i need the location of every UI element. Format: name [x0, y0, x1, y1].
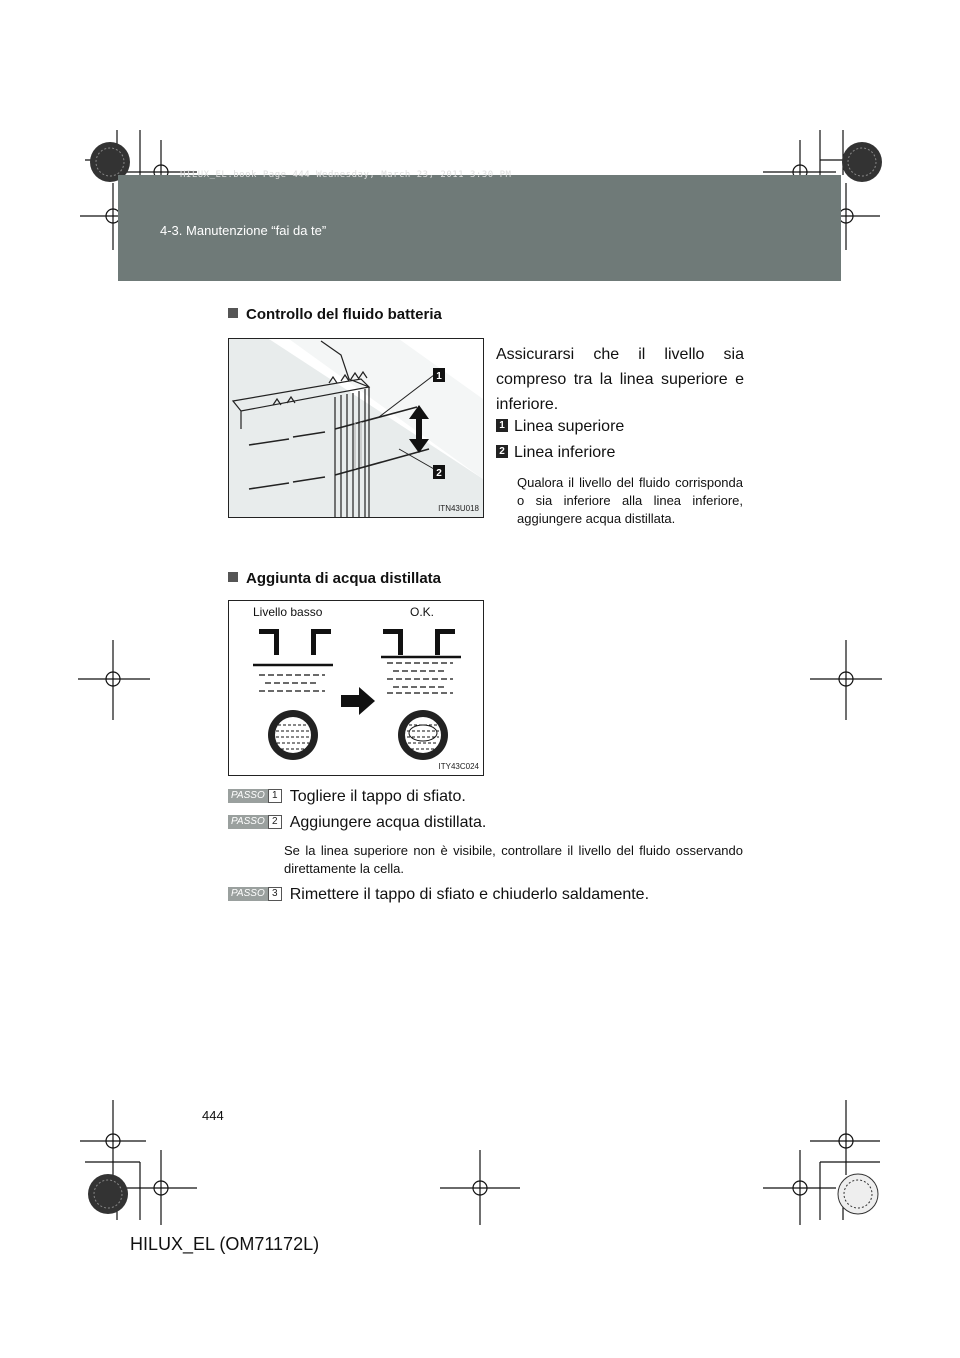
water-level-illustration — [229, 601, 483, 775]
water-level-figure — [228, 600, 484, 776]
arrow-right-icon — [341, 687, 375, 715]
footer-manual-code: HILUX_EL (OM71172L) — [130, 1234, 320, 1254]
level-instruction: Assicurarsi che il livello sia compreso tra la linea superiore e inferiore. — [496, 346, 744, 413]
legend-upper-line: 1 Linea superiore — [496, 414, 624, 439]
label-ok: O.K. — [410, 605, 435, 619]
section-title-battery-fluid: Controllo del fluido batteria — [228, 306, 442, 323]
callout-1: 1 — [436, 371, 442, 382]
step-3: PASSO 3 Rimettere il tappo di sfiato e chiuderlo saldamente. — [228, 886, 649, 904]
step-3-badge: PASSO 3 — [228, 887, 282, 901]
battery-illustration — [229, 339, 483, 517]
step-1: PASSO 1 Togliere il tappo di sfiato. — [228, 788, 466, 806]
section-title-distilled-water: Aggiunta di acqua distillata — [228, 570, 441, 587]
label-low-level: Livello basso — [253, 605, 323, 619]
step-2: PASSO 2 Aggiungere acqua distillata. — [228, 814, 486, 832]
battery-level-figure — [228, 338, 484, 518]
figure-code-2: ITY43C024 — [438, 762, 479, 771]
page-number: 444 — [202, 1108, 224, 1123]
low-level-note: Qualora il livello del fluido corrisponda o sia inferiore alla linea inferiore, aggiungere acqua distillata. — [517, 475, 743, 526]
legend-num-2: 2 — [496, 445, 508, 458]
step-2-badge: PASSO 2 — [228, 815, 282, 829]
step-2-note: Se la linea superiore non è visibile, controllare il livello del fluido osservando direttamente la cella. — [284, 843, 743, 876]
section-header: 4-3. Manutenzione “fai da te” — [160, 223, 327, 238]
legend-lower-line: 2 Linea inferiore — [496, 440, 615, 465]
square-bullet-icon — [228, 572, 238, 582]
figure-code-1: ITN43U018 — [438, 504, 479, 513]
callout-2: 2 — [436, 468, 442, 479]
square-bullet-icon — [228, 308, 238, 318]
legend-num-1: 1 — [496, 419, 508, 432]
book-reference: HILUX_EL.book Page 444 Wednesday, March 23, 2011 3:30 PM — [180, 170, 512, 180]
step-1-badge: PASSO 1 — [228, 789, 282, 803]
